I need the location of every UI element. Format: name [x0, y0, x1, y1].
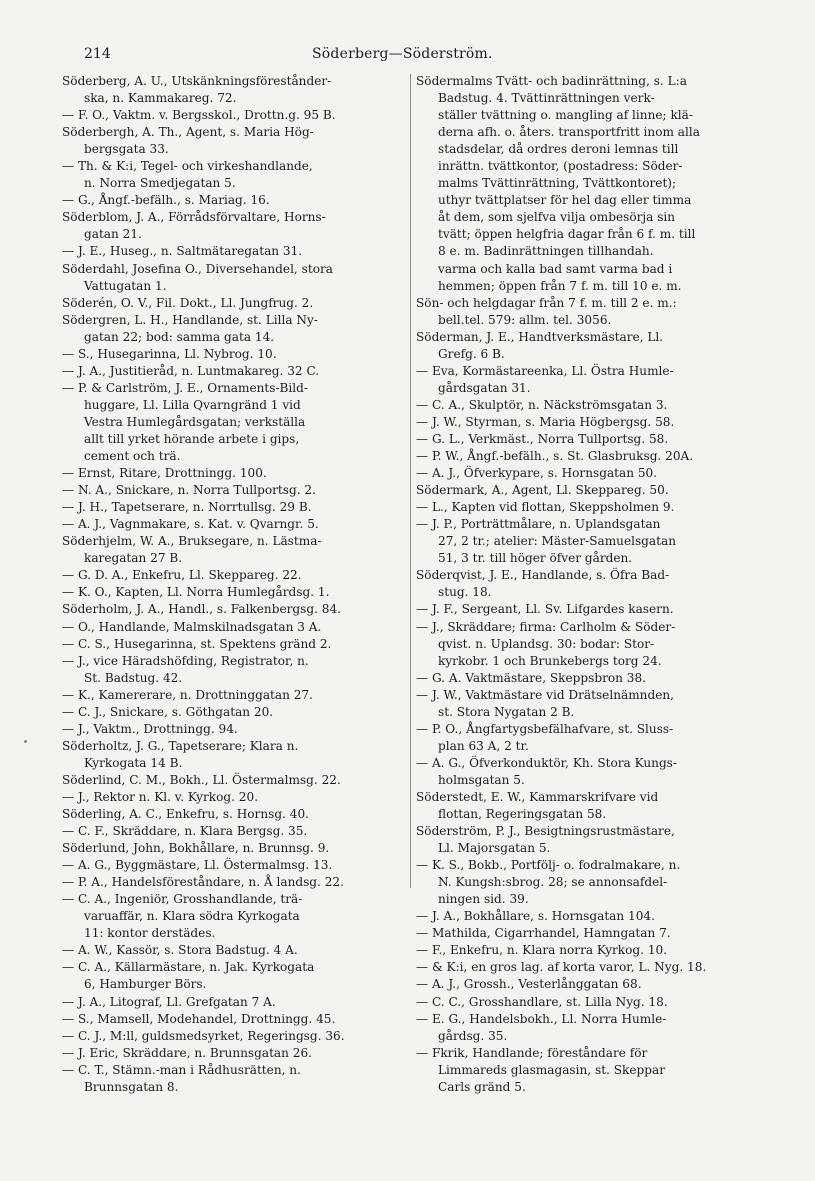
directory-line: — P. O., Ångfartygsbefälhafvare, st. Sluss-: [416, 721, 674, 736]
directory-line: st. Stora Nygatan 2 B.: [438, 704, 575, 719]
directory-line: — A. J., Öfverkypare, s. Hornsgatan 50.: [416, 466, 658, 481]
directory-line: gårdsg. 35.: [438, 1028, 508, 1043]
page-number: 214: [84, 46, 111, 62]
directory-line: — F. O., Vaktm. v. Bergsskol., Drottn.g. 95 B.: [62, 108, 336, 123]
directory-line: — J. Eric, Skräddare, n. Brunnsgatan 26.: [62, 1045, 313, 1060]
directory-line: bell.tel. 579: allm. tel. 3056.: [438, 312, 612, 327]
directory-line: varuaffär, n. Klara södra Kyrkogata: [84, 909, 300, 924]
directory-line: — O., Handlande, Malmskilnadsgatan 3 A.: [62, 619, 322, 634]
directory-line: — A. J., Vagnmakare, s. Kat. v. Qvarngr. 5.: [62, 517, 319, 532]
directory-line: — L., Kapten vid flottan, Skeppsholmen 9.: [416, 500, 675, 515]
directory-line: — J., Rektor n. Kl. v. Kyrkog. 20.: [62, 789, 259, 804]
directory-line: — Th. & K:i, Tegel- och virkeshandlande,: [62, 159, 313, 174]
directory-line: allt till yrket hörande arbete i gips,: [84, 431, 300, 446]
directory-line: tvätt; öppen helgfria dagar från 6 f. m. till: [438, 227, 696, 242]
directory-line: gatan 22; bod: samma gata 14.: [84, 329, 275, 344]
directory-line: — S., Husegarinna, Ll. Nybrog. 10.: [62, 346, 277, 361]
directory-line: — G., Ångf.-befälh., s. Mariag. 16.: [62, 193, 270, 208]
directory-line: plan 63 A, 2 tr.: [438, 738, 529, 753]
directory-line: — C. S., Husegarinna, st. Spektens gränd 2.: [62, 636, 332, 651]
directory-line: n. Norra Smedjegatan 5.: [84, 176, 236, 191]
directory-line: — A. W., Kassör, s. Stora Badstug. 4 A.: [62, 943, 298, 958]
page-header: [62, 46, 762, 66]
directory-line: — Mathilda, Cigarrhandel, Hamngatan 7.: [416, 926, 671, 941]
directory-line: qvist. n. Uplandsg. 30: bodar: Stor-: [438, 636, 655, 651]
directory-line: — K., Kamererare, n. Drottninggatan 27.: [62, 687, 313, 702]
directory-line: 6, Hamburger Börs.: [84, 977, 207, 992]
directory-line: N. Kungsh:sbrog. 28; se annonsafdel-: [438, 875, 668, 890]
directory-line: Söderstedt, E. W., Kammarskrifvare vid: [416, 789, 659, 804]
directory-line: Kyrkogata 14 B.: [84, 755, 183, 770]
directory-line: — N. A., Snickare, n. Norra Tullportsg. 2.: [62, 483, 316, 498]
directory-line: — G. D. A., Enkefru, Ll. Skeppareg. 22.: [62, 568, 302, 583]
directory-line: gårdsgatan 31.: [438, 380, 531, 395]
directory-line: — Fkrik, Handlande; föreståndare för: [416, 1045, 648, 1060]
directory-line: — & K:i, en gros lag. af korta varor, L. Nyg. 18.: [416, 960, 707, 975]
directory-line: malms Tvättinrättning, Tvättkontoret);: [438, 176, 677, 191]
directory-line: — J. A., Bokhållare, s. Hornsgatan 104.: [416, 909, 655, 924]
directory-line: stadsdelar, då ordres deroni lemnas till: [438, 142, 679, 157]
directory-line: — J. A., Justitieråd, n. Luntmakareg. 32 C.: [62, 363, 320, 378]
directory-line: — J. A., Litograf, Ll. Grefgatan 7 A.: [62, 994, 276, 1009]
running-head: Söderberg—Söderström.: [312, 46, 493, 62]
directory-line: Söderhjelm, W. A., Bruksegare, n. Lästma-: [62, 534, 322, 549]
directory-line: Söderström, P. J., Besigtningsrustmästare,: [416, 824, 675, 839]
directory-line: — A. G., Öfverkonduktör, Kh. Stora Kungs-: [416, 755, 677, 770]
directory-line: Söderdahl, Josefina O., Diversehandel, stora: [62, 261, 333, 276]
directory-line: — J. P., Porträttmålare, n. Uplandsgatan: [416, 517, 661, 532]
directory-line: — Eva, Kormästareenka, Ll. Östra Humle-: [416, 363, 674, 378]
directory-line: stug. 18.: [438, 585, 492, 600]
directory-line: Limmareds glasmagasin, st. Skeppar: [438, 1062, 665, 1077]
directory-line: gatan 21.: [84, 227, 142, 242]
directory-line: — E. G., Handelsbokh., Ll. Norra Humle-: [416, 1011, 667, 1026]
directory-line: Grefg. 6 B.: [438, 346, 505, 361]
directory-line: — P. A., Handelsföreståndare, n. Å landsg. 22.: [62, 875, 344, 890]
directory-line: Söderblom, J. A., Förrådsförvaltare, Horns-: [62, 210, 326, 225]
directory-line: — P. W., Ångf.-befälh., s. St. Glasbruksg. 20A.: [416, 449, 694, 464]
directory-line: varma och kalla bad samt varma bad i: [438, 261, 673, 276]
directory-line: Söderlind, C. M., Bokh., Ll. Östermalmsg. 22.: [62, 772, 341, 787]
directory-line: — A. G., Byggmästare, Ll. Östermalmsg. 13.: [62, 858, 333, 873]
directory-line: — J., Skräddare; firma: Carlholm & Söder-: [416, 619, 676, 634]
directory-line: ska, n. Kammakareg. 72.: [84, 91, 237, 106]
directory-line: — J. E., Huseg., n. Saltmätaregatan 31.: [62, 244, 303, 259]
directory-line: Södergren, L. H., Handlande, st. Lilla Ny-: [62, 312, 318, 327]
directory-line: — K. S., Bokb., Portfölj- o. fodralmakare, n.: [416, 858, 681, 873]
directory-line: karegatan 27 B.: [84, 551, 183, 566]
directory-line: Söderbergh, A. Th., Agent, s. Maria Hög-: [62, 125, 314, 140]
directory-line: inrättn. tvättkontor, (postadress: Söder-: [438, 159, 683, 174]
directory-line: — P. & Carlström, J. E., Ornaments-Bild-: [62, 380, 308, 395]
directory-line: — J., vice Häradshöfding, Registrator, n.: [62, 653, 309, 668]
directory-line: — C. F., Skräddare, n. Klara Bergsg. 35.: [62, 824, 308, 839]
directory-line: kyrkobr. 1 och Brunkebergs torg 24.: [438, 653, 662, 668]
directory-line: — J. W., Vaktmästare vid Drätselnämnden,: [416, 687, 674, 702]
directory-line: Ll. Majorsgatan 5.: [438, 841, 551, 856]
directory-line: Södermalms Tvätt- och badinrättning, s. L:a: [416, 74, 687, 88]
directory-line: — C. J., Snickare, s. Göthgatan 20.: [62, 704, 274, 719]
directory-line: Söderlund, John, Bokhållare, n. Brunnsg. 9.: [62, 841, 330, 856]
directory-line: Söderholm, J. A., Handl., s. Falkenbergsg. 84.: [62, 602, 341, 617]
directory-line: Söderén, O. V., Fil. Dokt., Ll. Jungfrug. 2.: [62, 295, 314, 310]
directory-line: — J. H., Tapetserare, n. Norrtullsg. 29 B.: [62, 500, 312, 515]
directory-line: Sön- och helgdagar från 7 f. m. till 2 e. m.:: [416, 295, 677, 310]
directory-line: cement och trä.: [84, 449, 181, 464]
left-column: [62, 73, 410, 1096]
directory-line: Brunnsgatan 8.: [84, 1079, 179, 1094]
directory-line: — C. T., Stämn.-man i Rådhusrätten, n.: [62, 1062, 301, 1077]
directory-line: ningen sid. 39.: [438, 892, 529, 907]
directory-line: holmsgatan 5.: [438, 772, 525, 787]
directory-line: — F., Enkefru, n. Klara norra Kyrkog. 10.: [416, 943, 668, 958]
directory-line: åt dem, som sjelfva vilja ombesörja sin: [438, 210, 676, 225]
directory-line: Söderholtz, J. G., Tapetserare; Klara n.: [62, 738, 299, 753]
directory-line: 51, 3 tr. till höger öfver gården.: [438, 551, 633, 566]
directory-line: — C. A., Källarmästare, n. Jak. Kyrkogata: [62, 960, 315, 975]
directory-line: Söderberg, A. U., Utskänkningsförestånder-: [62, 74, 332, 88]
directory-line: — Ernst, Ritare, Drottningg. 100.: [62, 466, 267, 481]
directory-line: — C. J., M:ll, guldsmedsyrket, Regeringsg. 36.: [62, 1028, 345, 1043]
directory-line: Söderling, A. C., Enkefru, s. Hornsg. 40.: [62, 807, 309, 822]
directory-line: flottan, Regeringsgatan 58.: [438, 807, 607, 822]
directory-line: uthyr tvättplatser för hel dag eller timma: [438, 193, 692, 208]
directory-line: — C. A., Ingeniör, Grosshandlande, trä-: [62, 892, 303, 907]
scan-mark: [24, 740, 27, 743]
directory-line: 27, 2 tr.; atelier: Mäster-Samuelsgatan: [438, 534, 676, 549]
directory-line: — J. F., Sergeant, Ll. Sv. Lifgardes kasern.: [416, 602, 674, 617]
directory-line: Södermark, A., Agent, Ll. Skeppareg. 50.: [416, 483, 669, 498]
directory-line: — J., Vaktm., Drottningg. 94.: [62, 721, 238, 736]
directory-line: — G. A. Vaktmästare, Skeppsbron 38.: [416, 670, 647, 685]
directory-line: — J. W., Styrman, s. Maria Högbergsg. 58.: [416, 414, 675, 429]
directory-line: — C. C., Grosshandlare, st. Lilla Nyg. 18.: [416, 994, 668, 1009]
directory-line: 11: kontor derstädes.: [84, 926, 216, 941]
directory-line: Söderqvist, J. E., Handlande, s. Öfra Bad-: [416, 568, 670, 583]
directory-line: — K. O., Kapten, Ll. Norra Humlegårdsg. 1.: [62, 585, 330, 600]
directory-line: — C. A., Skulptör, n. Näckströmsgatan 3.: [416, 397, 668, 412]
directory-line: — S., Mamsell, Modehandel, Drottningg. 45.: [62, 1011, 336, 1026]
directory-line: huggare, Ll. Lilla Qvarngränd 1 vid: [84, 397, 301, 412]
directory-line: St. Badstug. 42.: [84, 670, 183, 685]
directory-line: — G. L., Verkmäst., Norra Tullportsg. 58.: [416, 431, 669, 446]
directory-line: hemmen; öppen från 7 f. m. till 10 e. m.: [438, 278, 682, 293]
directory-line: ställer tvättning o. mangling af linne; klä-: [438, 108, 693, 123]
directory-line: Söderman, J. E., Handtverksmästare, Ll.: [416, 329, 664, 344]
directory-line: bergsgata 33.: [84, 142, 169, 157]
right-column: [416, 73, 772, 1096]
directory-line: Carls gränd 5.: [438, 1079, 526, 1094]
directory-line: derna afh. o. åters. transportfritt inom alla: [438, 125, 700, 140]
directory-line: Badstug. 4. Tvättinrättningen verk-: [438, 91, 655, 106]
column-divider: [410, 74, 411, 888]
directory-line: Vattugatan 1.: [84, 278, 167, 293]
directory-line: Vestra Humlegårdsgatan; verkställa: [84, 414, 306, 429]
directory-line: 8 e. m. Badinrättningen tillhandah.: [438, 244, 654, 259]
directory-line: — A. J., Grossh., Vesterlånggatan 68.: [416, 977, 642, 992]
